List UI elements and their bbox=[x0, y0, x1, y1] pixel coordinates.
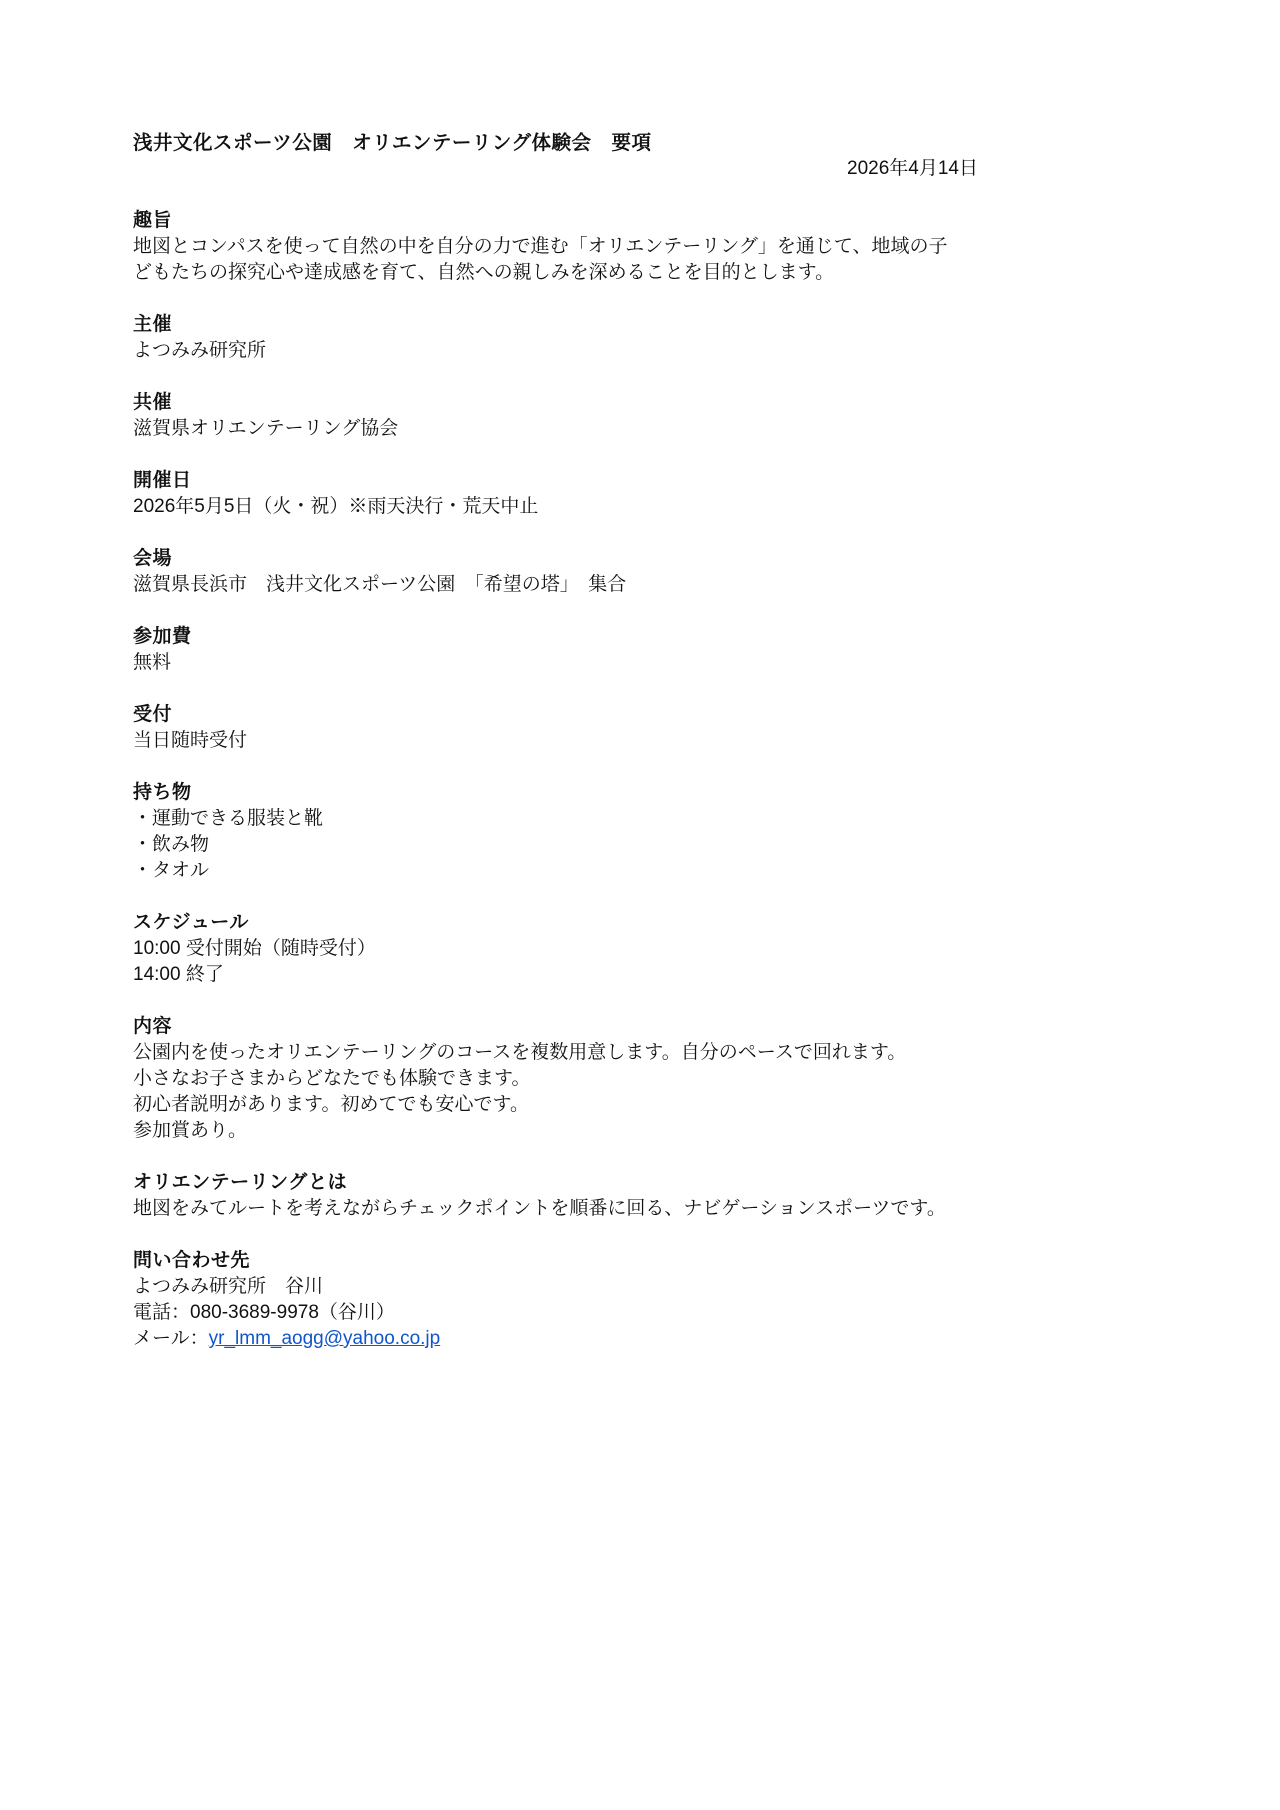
section-line: 当日随時受付 bbox=[133, 730, 248, 751]
section-heading: 参加費 bbox=[133, 626, 192, 647]
section-line: 10:00 受付開始（随時受付） bbox=[133, 938, 376, 959]
section-heading: 持ち物 bbox=[133, 782, 192, 803]
section-heading: 問い合わせ先 bbox=[133, 1250, 251, 1271]
section-heading: スケジュール bbox=[133, 912, 249, 933]
section-line: 2026年5月5日（火・祝）※雨天決行・荒天中止 bbox=[133, 496, 539, 517]
section-line: 地図をみてルートを考えながらチェックポイントを順番に回る、ナビゲーションスポーツです。 bbox=[133, 1198, 946, 1219]
section bbox=[133, 546, 978, 598]
section bbox=[133, 312, 978, 364]
section-line: どもたちの探究心や達成感を育て、自然への親しみを深めることを目的とします。 bbox=[133, 262, 835, 283]
section-line: 公園内を使ったオリエンテーリングのコースを複数用意します。自分のペースで回れます。 bbox=[133, 1042, 907, 1063]
section-line: 参加賞あり。 bbox=[133, 1120, 248, 1141]
section-line: 滋賀県長浜市 浅井文化スポーツ公園 「希望の塔」 集合 bbox=[133, 574, 627, 595]
section bbox=[133, 1170, 978, 1222]
section bbox=[133, 1248, 978, 1352]
section-line: 小さなお子さまからどなたでも体験できます。 bbox=[133, 1068, 531, 1089]
section-line: ・飲み物 bbox=[133, 834, 210, 855]
section-heading: オリエンテーリングとは bbox=[133, 1172, 348, 1193]
section bbox=[133, 702, 978, 754]
section bbox=[133, 780, 978, 884]
section-line: よつみみ研究所 谷川 bbox=[133, 1276, 324, 1297]
section-line: ・タオル bbox=[133, 860, 210, 881]
email-link[interactable]: yr_lmm_aogg@yahoo.co.jp bbox=[208, 1328, 441, 1349]
section bbox=[133, 624, 978, 676]
document-date: 2026年4月14日 bbox=[847, 158, 978, 179]
section bbox=[133, 390, 978, 442]
email-label: メール： bbox=[133, 1328, 209, 1349]
section bbox=[133, 1014, 978, 1144]
section-heading: 開催日 bbox=[133, 470, 192, 491]
section-heading: 趣旨 bbox=[133, 210, 173, 231]
section-line: ・運動できる服装と靴 bbox=[133, 808, 324, 829]
section bbox=[133, 468, 978, 520]
section-line: 14:00 終了 bbox=[133, 964, 224, 985]
section-line: 電話：080-3689-9978（谷川） bbox=[133, 1302, 395, 1323]
section bbox=[133, 208, 978, 286]
section-heading: 受付 bbox=[133, 704, 173, 725]
section-heading: 会場 bbox=[133, 548, 173, 569]
section-line: 地図とコンパスを使って自然の中を自分の力で進む「オリエンテーリング」を通じて、地域の子 bbox=[133, 236, 948, 257]
section-line: 滋賀県オリエンテーリング協会 bbox=[133, 418, 399, 439]
sections-container bbox=[133, 208, 978, 1352]
section-heading: 内容 bbox=[133, 1016, 173, 1037]
email-line bbox=[133, 1326, 978, 1352]
document-title: 浅井文化スポーツ公園 オリエンテーリング体験会 要項 bbox=[133, 132, 652, 154]
section-heading: 主催 bbox=[133, 314, 173, 335]
section-heading: 共催 bbox=[133, 392, 173, 413]
section-line: よつみみ研究所 bbox=[133, 340, 267, 361]
section bbox=[133, 910, 978, 988]
section-line: 初心者説明があります。初めてでも安心です。 bbox=[133, 1094, 529, 1115]
section-line: 無料 bbox=[133, 652, 172, 673]
document-content bbox=[133, 130, 978, 1352]
